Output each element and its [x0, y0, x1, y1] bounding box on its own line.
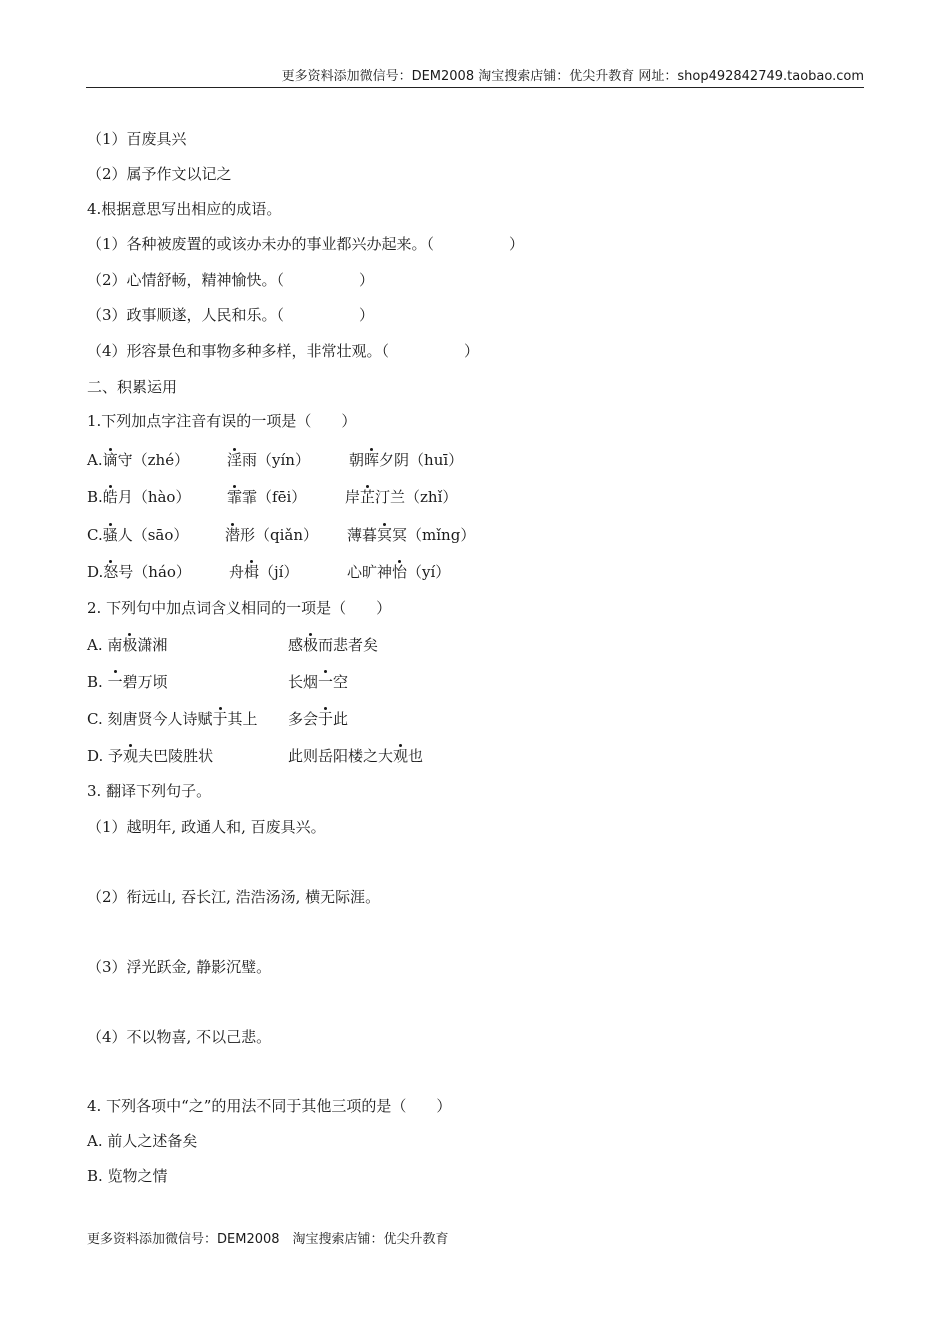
emphasis-dot-char: 极: [122, 636, 138, 654]
header-divider: [86, 87, 864, 88]
emphasis-dot-char: 骚: [102, 526, 118, 544]
emphasis-dot-char: 潜: [225, 526, 241, 544]
meaning-option-right: 长烟一空: [288, 673, 349, 691]
meaning-question-stem: 2. 下列句中加点词含义相同的一项是（ ）: [87, 599, 392, 617]
usage-option-a: A. 前人之述备矣: [87, 1132, 198, 1150]
pinyin-option-c: 薄暮冥冥（mǐng）: [347, 526, 476, 544]
pinyin-option-b: 霏霏（fēi）: [227, 488, 307, 506]
translation-item-1: （1）越明年, 政通人和, 百废具兴。: [87, 818, 326, 836]
emphasis-dot-char: 怒: [103, 563, 119, 581]
pinyin-option-a: A.谪守（zhé）: [87, 451, 190, 469]
page-header: 更多资料添加微信号：DEM2008 淘宝搜索店铺：优尖升教育 网址：shop492842749.taobao.com: [281, 69, 864, 84]
emphasis-dot-char: 怡: [392, 563, 408, 581]
meaning-option-left: D. 予观夫巴陵胜状: [87, 747, 214, 765]
pinyin-option-c: 心旷神怡（yí）: [347, 563, 451, 581]
vocab-item-2: （2）属予作文以记之: [87, 165, 232, 183]
idiom-question-title: 4.根据意思写出相应的成语。: [87, 200, 282, 218]
pinyin-option-a: B.皓月（hào）: [87, 488, 191, 506]
emphasis-dot-char: 于: [318, 710, 334, 728]
usage-question-stem: 4. 下列各项中“之”的用法不同于其他三项的是（ ）: [87, 1097, 452, 1115]
emphasis-dot-char: 楫: [244, 563, 260, 581]
idiom-item-4: （4）形容景色和事物多种多样，非常壮观。（ ）: [87, 342, 480, 360]
pinyin-option-c: 岸芷汀兰（zhǐ）: [345, 488, 458, 506]
pinyin-option-a: C.骚人（sāo）: [87, 526, 189, 544]
emphasis-dot-char: 冥: [377, 526, 393, 544]
pinyin-option-c: 朝晖夕阴（huī）: [349, 451, 464, 469]
emphasis-dot-char: 芷: [360, 488, 376, 506]
emphasis-dot-char: 晖: [364, 451, 380, 469]
idiom-item-2: （2）心情舒畅，精神愉快。（ ）: [87, 271, 375, 289]
emphasis-dot-char: 观: [393, 747, 409, 765]
pinyin-option-b: 淫雨（yín）: [227, 451, 310, 469]
emphasis-dot-char: 极: [303, 636, 319, 654]
emphasis-dot-char: 一: [107, 673, 123, 691]
emphasis-dot-char: 谪: [102, 451, 118, 469]
emphasis-dot-char: 观: [123, 747, 139, 765]
emphasis-dot-char: 霏: [227, 488, 243, 506]
idiom-item-3: （3）政事顺遂，人民和乐。（ ）: [87, 306, 375, 324]
section-title: 二、积累运用: [87, 378, 178, 396]
meaning-option-right: 多会于此: [288, 710, 349, 728]
pinyin-option-b: 潜形（qiǎn）: [225, 526, 319, 544]
meaning-option-left: C. 刻唐贤今人诗赋于其上: [87, 710, 258, 728]
emphasis-dot-char: 一: [318, 673, 334, 691]
meaning-option-right: 感极而悲者矣: [288, 636, 379, 654]
meaning-option-right: 此则岳阳楼之大观也: [288, 747, 424, 765]
translation-question-stem: 3. 翻译下列句子。: [87, 782, 212, 800]
meaning-option-left: B. 一碧万顷: [87, 673, 168, 691]
vocab-item-1: （1）百废具兴: [87, 130, 187, 148]
page-footer: 更多资料添加微信号：DEM2008 淘宝搜索店铺：优尖升教育: [87, 1232, 449, 1247]
usage-option-b: B. 览物之情: [87, 1167, 168, 1185]
meaning-option-left: A. 南极潇湘: [87, 636, 168, 654]
pinyin-option-a: D.怒号（háo）: [87, 563, 191, 581]
emphasis-dot-char: 皓: [102, 488, 118, 506]
translation-item-2: （2）衔远山, 吞长江, 浩浩汤汤, 横无际涯。: [87, 888, 381, 906]
emphasis-dot-char: 于: [212, 710, 228, 728]
emphasis-dot-char: 淫: [227, 451, 243, 469]
idiom-item-1: （1）各种被废置的或该办未办的事业都兴办起来。（ ）: [87, 235, 525, 253]
translation-item-3: （3）浮光跃金, 静影沉璧。: [87, 958, 272, 976]
pinyin-question-stem: 1.下列加点字注音有误的一项是（ ）: [87, 412, 357, 430]
pinyin-option-b: 舟楫（jí）: [229, 563, 299, 581]
translation-item-4: （4）不以物喜, 不以己悲。: [87, 1028, 272, 1046]
